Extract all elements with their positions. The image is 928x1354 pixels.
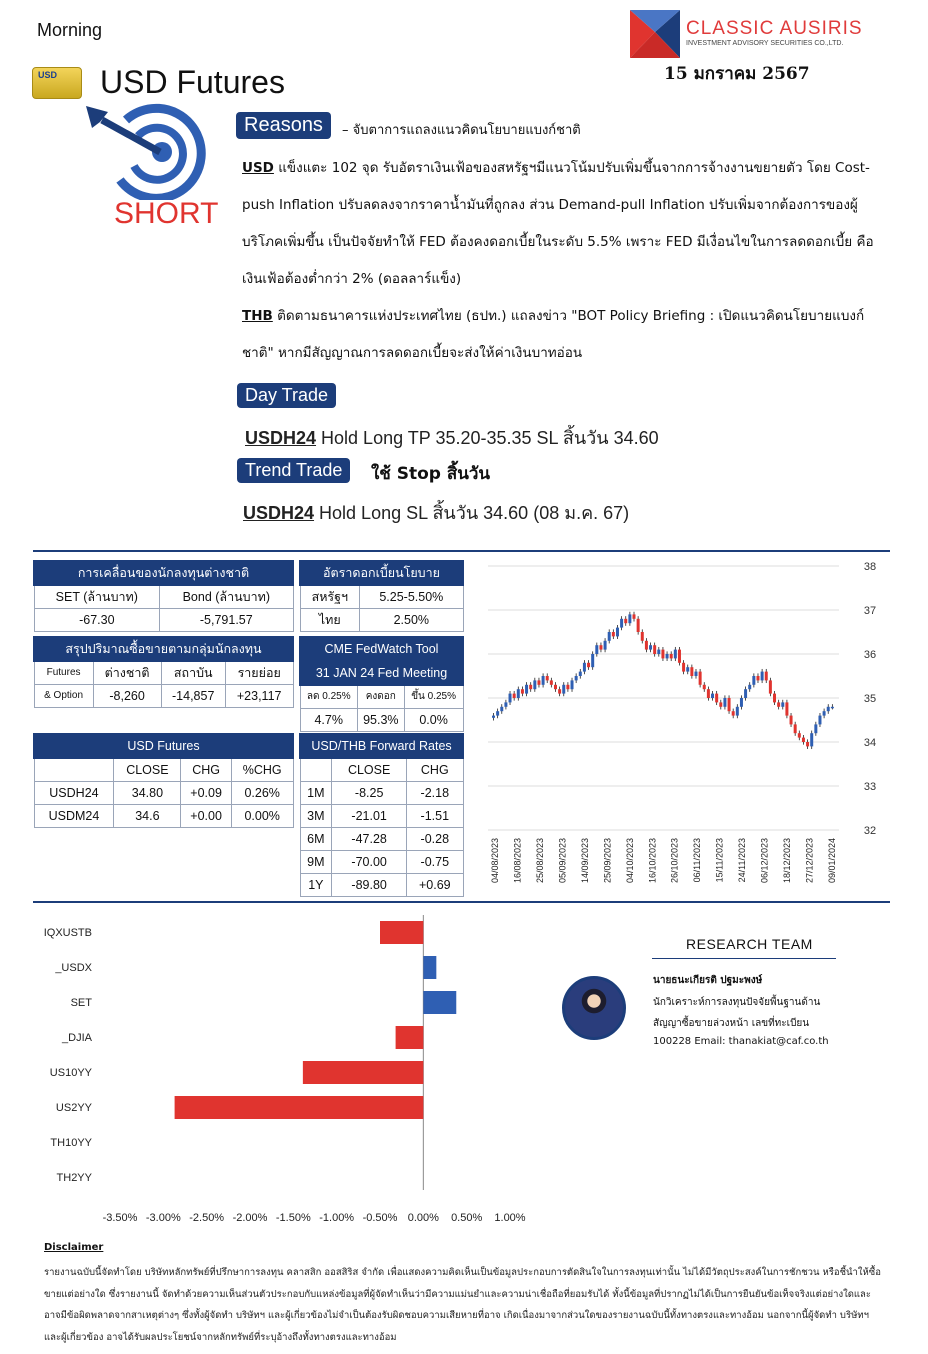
investor-value: +23,117 (225, 684, 293, 707)
table-cell: -2.18 (407, 781, 463, 804)
x-tick-label: 05/09/2023 (557, 838, 568, 884)
candle-body (620, 619, 623, 628)
y-tick-label: 34 (863, 737, 877, 749)
table-cell: +0.00 (181, 804, 231, 827)
fedwatch-header: ขึ้น 0.25% (404, 685, 463, 708)
candle-body (533, 680, 536, 689)
candle-body (496, 711, 499, 715)
table-row (34, 804, 293, 827)
candle-body (595, 645, 598, 654)
set-header: SET (ล้านบาท) (34, 585, 160, 608)
disclaimer-text: รายงานฉบับนี้จัดทำโดย บริษัทหลักทรัพย์ที่ปรึกษาการลงทุน คลาสสิก ออสสิริส จำกัด เพื่อแสดงความคิดเห็นเป็นข้อมูลประกอบการตัดสินใจในการลงทุนเท่านั้น ไม่ได้มีวัตถุประสงค์ในการชักชวน หรือชี้นำให้ซื้อขายแต่อย่างใด ซึ่งรายงานนี้ จัดทำด้วยความเห็นส่วนตัวประกอบกับแหล่งข้อมูลที่ผู้จัดทำเห็นว่ามีความแม่นยำและความน่าเชื่อถือที่ยอมรับได้ ทั้งนี้ข้อมูลที่ปรากฏไม่ได้เป็นการยืนยันข้อเท็จจริงแต่อย่างใดและอาจมีข้อผิดพลาดจากสาเหตุต่างๆ ซึ่งทั้งผู้จัดทำ บริษัทฯ และผู้เกี่ยวข้องไม่จำเป็นต้องรับผิดชอบความเสียหายที่อาจ เกิดเนื่องมาจากส่วนใดของรายงานฉบับนี้ทั้งทางตรงและทางอ้อม นอกจากนี้ผู้จัดทำ บริษัทฯ และผู้เกี่ยวข้อง อาจได้รับผลประโยชน์จากหลักทรัพย์ที่ระบุอ้างถึงทั้งทางตรงและทางอ้อม (44, 1267, 881, 1343)
candle-body (583, 663, 586, 672)
candle-body (546, 676, 549, 680)
investor-value: -8,260 (93, 684, 161, 707)
candle-body (492, 716, 495, 718)
candle-body (690, 667, 693, 676)
candle-body (827, 707, 830, 711)
column-header (300, 758, 332, 781)
candle-body (686, 667, 689, 671)
candle-body (707, 689, 710, 698)
session-label: Morning (37, 20, 103, 40)
candle-body (736, 707, 739, 716)
value-bar (175, 1096, 424, 1119)
candle-body (728, 698, 731, 711)
thb-paragraph (242, 298, 892, 372)
fedwatch-title: CME FedWatch Tool (300, 637, 463, 661)
candle-body (571, 680, 574, 689)
table-cell: -21.01 (332, 804, 407, 827)
candle-body (806, 742, 809, 746)
candle-body (657, 650, 660, 654)
x-tick-label: 16/08/2023 (512, 838, 523, 884)
usd-futures-title: USD Futures (34, 734, 293, 758)
candle-body (814, 724, 817, 733)
column-header: CLOSE (332, 758, 407, 781)
thb-text: ติดตามธนาคารแห่งประเทศไทย (ธปท.) แถลงข่าว "BOT Policy Briefing : เปิดแนวคิดนโยบายแบงก์ชาติ" หากมีสัญญาณการลดดอกเบี้ยจะส่งให้ค่าเงินบาทอ่อน (242, 308, 865, 361)
futures-flow-title: สรุปปริมาณซื้อขายตามกลุ่มนักลงทุน (34, 637, 293, 661)
day-trade-heading: Day Trade (237, 383, 336, 408)
candle-body (612, 632, 615, 636)
disclaimer-title: Disclaimer (44, 1242, 104, 1253)
table-cell: 3M (300, 804, 332, 827)
candle-body (756, 676, 759, 680)
report-date: 15 มกราคม 2567 (664, 64, 810, 84)
usd-futures-badge-icon (32, 67, 82, 99)
candle-body (542, 676, 545, 685)
fedwatch-value: 4.7% (300, 708, 357, 731)
analyst-role: นักวิเคราะห์การลงทุนปัจจัยพื้นฐานด้าน (653, 997, 821, 1008)
candle-body (769, 680, 772, 693)
analyst-contact: 100228 Email: thanakiat@caf.co.th (653, 1036, 829, 1047)
fedwatch-value: 0.0% (404, 708, 463, 731)
analyst-name: นายธนะเกียรติ ปฐมะพงษ์ (653, 975, 763, 986)
x-tick-label: 16/10/2023 (647, 838, 658, 884)
day-trade-symbol: USDH24 (245, 428, 317, 448)
fedwatch-meeting: 31 JAN 24 Fed Meeting (300, 661, 463, 685)
candle-body (566, 685, 569, 689)
candle-body (517, 689, 520, 698)
category-label: US10YY (49, 1067, 92, 1079)
value-bar (303, 1061, 423, 1084)
x-tick-label: 09/01/2024 (827, 838, 837, 884)
rate-cell: 5.25-5.50% (360, 585, 463, 608)
table-cell: -8.25 (332, 781, 407, 804)
candle-body (790, 716, 793, 725)
badge-text: USD (38, 70, 58, 80)
research-team-title: RESEARCH TEAM (686, 936, 813, 952)
table-cell: -89.80 (332, 873, 407, 896)
candle-body (649, 645, 652, 649)
investor-header: รายย่อย (225, 661, 293, 684)
candle-body (823, 711, 826, 715)
usd-paragraph (242, 150, 892, 298)
column-header: %CHG (231, 758, 293, 781)
category-label: _USDX (55, 962, 92, 974)
column-header: CLOSE (114, 758, 181, 781)
table-row (300, 850, 463, 873)
x-tick-label: 06/12/2023 (759, 838, 770, 884)
candle-body (653, 645, 656, 654)
candle-body (761, 672, 764, 681)
brand-name: CLASSIC AUSIRIS (686, 18, 863, 39)
bond-header: Bond (ล้านบาท) (160, 585, 293, 608)
day-trade-line (245, 423, 659, 452)
candle-body (810, 733, 813, 746)
candle-body (529, 685, 532, 689)
x-tick-label: 15/11/2023 (714, 838, 725, 883)
usd-futures-table (33, 733, 294, 828)
category-label: IQXUSTB (43, 927, 92, 939)
candle-body (703, 685, 706, 689)
candle-body (608, 632, 611, 641)
x-tick-label: 14/09/2023 (579, 838, 590, 884)
fedwatch-header: คงดอก (357, 685, 404, 708)
trend-trade-note: ใช้ Stop สิ้นวัน (371, 464, 491, 484)
value-bar (396, 1026, 424, 1049)
market-change-bar-chart (30, 915, 550, 1230)
bond-value: -5,791.57 (160, 608, 293, 631)
category-label: TH2YY (56, 1172, 92, 1184)
candle-body (666, 654, 669, 658)
candle-body (554, 685, 557, 689)
candle-body (798, 733, 801, 737)
investor-header: ต่างชาติ (93, 661, 161, 684)
rate-cell: 2.50% (360, 608, 463, 631)
x-tick-label: -1.00% (319, 1212, 355, 1224)
candle-body (579, 672, 582, 676)
candle-body (732, 711, 735, 715)
x-tick-label: 27/12/2023 (804, 838, 815, 884)
candle-body (773, 694, 776, 703)
row-label-option: & Option (34, 684, 93, 707)
x-tick-label: 26/10/2023 (669, 838, 680, 884)
row-label-futures: Futures (34, 661, 93, 684)
candle-body (641, 632, 644, 641)
table-row (300, 804, 463, 827)
fedwatch-table (299, 636, 464, 732)
x-tick-label: -0.50% (362, 1212, 398, 1224)
candle-body (637, 619, 640, 632)
candle-body (777, 702, 780, 706)
candle-body (785, 702, 788, 715)
value-bar (423, 991, 456, 1014)
x-tick-label: -1.50% (275, 1212, 311, 1224)
candle-body (744, 689, 747, 698)
set-value: -67.30 (34, 608, 160, 631)
table-cell: 34.6 (114, 804, 181, 827)
reasons-heading: Reasons (236, 112, 331, 139)
candle-body (558, 689, 561, 693)
x-tick-label: 25/08/2023 (534, 838, 545, 884)
fedwatch-value: 95.3% (357, 708, 404, 731)
value-bar (380, 921, 423, 944)
candle-body (587, 663, 590, 667)
candle-body (624, 619, 627, 623)
foreign-flow-table (33, 560, 294, 632)
x-tick-label: -2.50% (189, 1212, 225, 1224)
candle-body (818, 716, 821, 725)
usd-symbol: USD (242, 160, 274, 176)
table-cell: -1.51 (407, 804, 463, 827)
brand-subtitle: INVESTMENT ADVISORY SECURITIES CO.,LTD. (686, 40, 844, 47)
candle-body (513, 694, 516, 698)
y-tick-label: 35 (863, 693, 877, 705)
candle-body (604, 641, 607, 650)
analyst-license: สัญญาซื้อขายล่วงหน้า เลขที่ทะเบียน (653, 1018, 810, 1029)
candle-body (537, 680, 540, 684)
day-trade-text: Hold Long TP 35.20-35.35 SL สิ้นวัน 34.60 (316, 428, 659, 448)
policy-rate-table (299, 560, 464, 632)
candle-body (628, 614, 631, 623)
usdthb-candlestick-chart (484, 560, 884, 900)
x-tick-label: 18/12/2023 (782, 838, 793, 884)
x-tick-label: 0.00% (407, 1212, 439, 1224)
trend-trade-symbol: USDH24 (243, 503, 315, 523)
table-cell: 0.26% (231, 781, 293, 804)
candle-body (550, 680, 553, 684)
forward-rates-table (299, 733, 464, 897)
table-cell: 34.80 (114, 781, 181, 804)
y-tick-label: 38 (863, 561, 877, 573)
table-cell: -0.28 (407, 827, 463, 850)
policy-rate-title: อัตราดอกเบี้ยนโยบาย (300, 561, 463, 585)
target-arrow-icon (82, 100, 214, 200)
category-label: SET (70, 997, 92, 1009)
x-tick-label: -3.00% (145, 1212, 181, 1224)
candle-body (525, 685, 528, 694)
candle-body (781, 702, 784, 706)
forward-rates-title: USD/THB Forward Rates (300, 734, 463, 758)
category-label: _DJIA (62, 1032, 92, 1044)
investor-value: -14,857 (161, 684, 225, 707)
table-cell: USDH24 (34, 781, 114, 804)
investor-header: สถาบัน (161, 661, 225, 684)
candle-body (504, 702, 507, 706)
candle-body (670, 654, 673, 658)
category-label: TH10YY (50, 1137, 92, 1149)
candle-body (562, 685, 565, 694)
category-label: US2YY (55, 1102, 92, 1114)
candle-body (661, 650, 664, 659)
section-divider-bottom (33, 901, 890, 903)
country-cell: ไทย (300, 608, 360, 631)
foreign-flow-title: การเคลื่อนของนักลงทุนต่างชาติ (34, 561, 293, 585)
trend-trade-heading: Trend Trade (237, 458, 350, 483)
x-tick-label: 04/10/2023 (624, 838, 635, 884)
research-team-underline (652, 958, 836, 959)
candle-body (752, 676, 755, 685)
section-divider-top (33, 550, 890, 552)
page-title: USD Futures (100, 64, 285, 100)
trend-trade-line (243, 498, 629, 527)
trend-trade-text: Hold Long SL สิ้นวัน 34.60 (08 ม.ค. 67) (314, 503, 630, 523)
column-header: CHG (407, 758, 463, 781)
candle-body (521, 689, 524, 693)
table-cell: 9M (300, 850, 332, 873)
candle-body (678, 650, 681, 663)
y-tick-label: 36 (863, 649, 877, 661)
candle-body (575, 676, 578, 680)
candle-body (719, 702, 722, 706)
table-cell: 6M (300, 827, 332, 850)
candle-body (740, 698, 743, 707)
table-cell: -47.28 (332, 827, 407, 850)
table-cell: 1Y (300, 873, 332, 896)
candle-body (711, 694, 714, 698)
x-tick-label: -2.00% (232, 1212, 268, 1224)
reasons-summary: – จับตาการแถลงแนวคิดนโยบายแบงก์ชาติ (342, 123, 581, 138)
table-cell: -70.00 (332, 850, 407, 873)
candle-body (599, 645, 602, 649)
x-tick-label: 24/11/2023 (737, 838, 748, 883)
table-cell: +0.09 (181, 781, 231, 804)
candle-body (694, 672, 697, 676)
y-tick-label: 37 (863, 605, 877, 617)
candle-body (674, 650, 677, 659)
x-tick-label: -3.50% (102, 1212, 138, 1224)
candle-body (616, 628, 619, 637)
x-tick-label: 0.50% (451, 1212, 483, 1224)
x-tick-label: 1.00% (494, 1212, 526, 1224)
x-tick-label: 06/11/2023 (692, 838, 703, 883)
x-tick-label: 25/09/2023 (602, 838, 613, 884)
table-row (300, 827, 463, 850)
candle-body (748, 685, 751, 689)
brand-logo-icon (630, 10, 680, 58)
y-tick-label: 32 (863, 825, 877, 837)
candle-body (723, 698, 726, 707)
futures-flow-table (33, 636, 294, 708)
candle-body (682, 663, 685, 672)
table-row (300, 781, 463, 804)
x-tick-label: 04/08/2023 (490, 838, 500, 884)
table-cell: USDM24 (34, 804, 114, 827)
candle-body (645, 641, 648, 650)
candle-body (794, 724, 797, 733)
table-cell: +0.69 (407, 873, 463, 896)
fedwatch-header: ลด 0.25% (300, 685, 357, 708)
column-header: CHG (181, 758, 231, 781)
candle-body (509, 694, 512, 703)
table-cell: 1M (300, 781, 332, 804)
candle-body (633, 614, 636, 618)
value-bar (423, 956, 436, 979)
candle-body (831, 707, 834, 709)
thb-symbol: THB (242, 308, 273, 324)
candle-body (802, 738, 805, 742)
candle-body (500, 707, 503, 711)
table-row (34, 781, 293, 804)
table-cell: -0.75 (407, 850, 463, 873)
country-cell: สหรัฐฯ (300, 585, 360, 608)
candle-body (765, 672, 768, 681)
usd-text: แข็งแตะ 102 จุด รับอัตราเงินเฟ้อของสหรัฐฯมีแนวโน้มปรับเพิ่มขึ้นจากการจ้างงานขยายตัว โดย Cost-push Inflation ปรับลดลงจากราคาน้ำมันที่ถูกลง ส่วน Demand-pull Inflation ปรับเพิ่มจากต้องการของผู้บริโภคเพิ่มขึ้น เป็นปัจจัยทำให้ FED ต้องคงดอกเบี้ยในระดับ 5.5% เพราะ FED มีเงื่อนไขในการลดดอกเบี้ย คือ เงินเฟ้อต้องต่ำกว่า 2% (ดอลลาร์แข็ง) (242, 160, 874, 287)
candle-body (699, 672, 702, 685)
table-cell: 0.00% (231, 804, 293, 827)
candle-body (715, 694, 718, 703)
column-header (34, 758, 114, 781)
table-row (300, 873, 463, 896)
analyst-avatar (562, 976, 626, 1040)
signal-label: SHORT (114, 197, 219, 230)
candle-body (591, 654, 594, 667)
y-tick-label: 33 (863, 781, 877, 793)
